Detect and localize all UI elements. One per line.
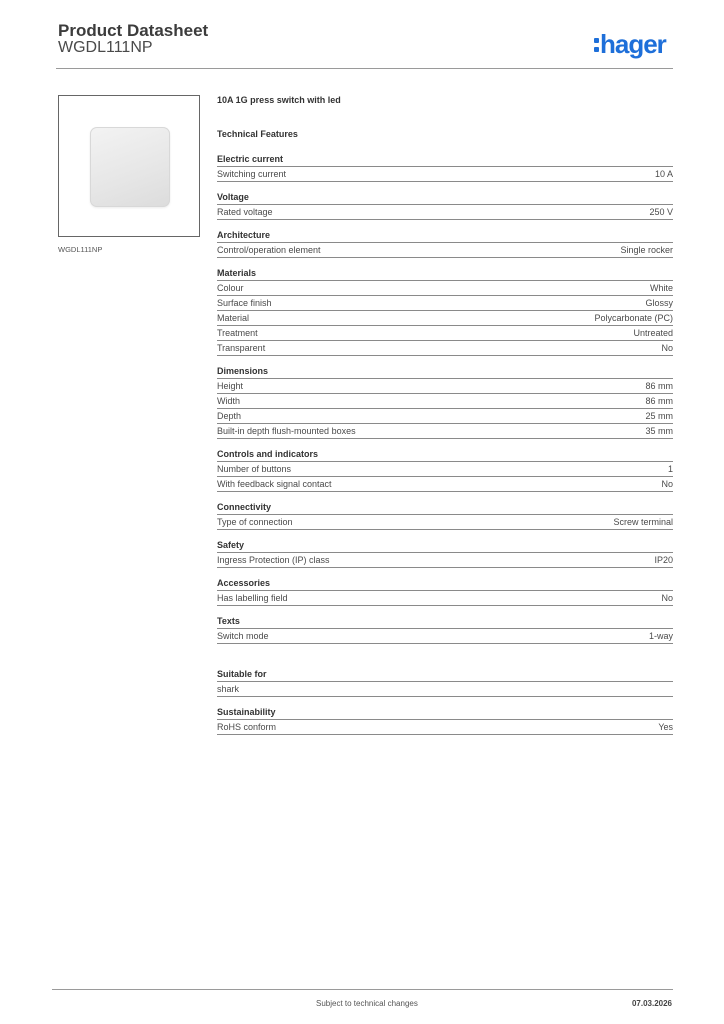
switch-plate-image: [90, 127, 170, 207]
product-code: WGDL111NP: [58, 39, 153, 56]
feature-value: 86 mm: [645, 381, 673, 391]
feature-label: Depth: [217, 411, 242, 421]
feature-label: Switch mode: [217, 631, 269, 641]
feature-label: Rated voltage: [217, 207, 273, 217]
product-name: 10A 1G press switch with led: [217, 95, 341, 105]
feature-row: [217, 394, 673, 409]
section-title: Sustainability: [217, 706, 673, 720]
section-title: Voltage: [217, 191, 673, 205]
feature-row: [217, 205, 673, 220]
feature-value: 86 mm: [645, 396, 673, 406]
feature-label: Colour: [217, 283, 244, 293]
feature-row: [217, 720, 673, 735]
feature-row: [217, 629, 673, 644]
feature-sections: [217, 153, 673, 735]
feature-value: 25 mm: [645, 411, 673, 421]
section-title: Suitable for: [217, 668, 673, 682]
logo-text: hager: [600, 29, 666, 59]
feature-value: White: [649, 283, 673, 293]
feature-value: Screw terminal: [613, 517, 673, 527]
feature-label: Has labelling field: [217, 593, 288, 603]
feature-label: Height: [217, 381, 244, 391]
feature-label: Number of buttons: [217, 464, 292, 474]
feature-value: IP20: [654, 555, 673, 565]
feature-label: Treatment: [217, 328, 258, 338]
feature-row: [217, 409, 673, 424]
hager-logo[interactable]: [594, 29, 666, 60]
feature-section: [217, 668, 673, 697]
feature-value: Glossy: [645, 298, 673, 308]
feature-row: [217, 281, 673, 296]
feature-section: [217, 706, 673, 735]
feature-value: 1-way: [648, 631, 673, 641]
datasheet-content: [217, 95, 673, 744]
product-image: [58, 95, 200, 237]
section-title: Architecture: [217, 229, 673, 243]
feature-label: Switching current: [217, 169, 287, 179]
feature-value: 35 mm: [645, 426, 673, 436]
section-title: Controls and indicators: [217, 448, 673, 462]
feature-label: Width: [217, 396, 241, 406]
section-title: Accessories: [217, 577, 673, 591]
feature-value: Single rocker: [620, 245, 673, 255]
feature-label: shark: [217, 684, 240, 694]
feature-row: [217, 515, 673, 530]
technical-features-title: Technical Features: [217, 129, 298, 139]
feature-label: Type of connection: [217, 517, 293, 527]
section-title: Safety: [217, 539, 673, 553]
section-title: Connectivity: [217, 501, 673, 515]
feature-value: No: [661, 593, 673, 603]
feature-row: [217, 462, 673, 477]
feature-label: Material: [217, 313, 250, 323]
feature-section: [217, 229, 673, 258]
section-title: Materials: [217, 267, 673, 281]
header-divider: [56, 68, 673, 69]
feature-label: Built-in depth flush-mounted boxes: [217, 426, 356, 436]
logo-dots-icon: [594, 36, 599, 53]
feature-label: Control/operation element: [217, 245, 321, 255]
feature-label: RoHS conform: [217, 722, 277, 732]
feature-row: [217, 326, 673, 341]
feature-row: [217, 477, 673, 492]
section-title: Dimensions: [217, 365, 673, 379]
footer-note: Subject to technical changes: [316, 999, 418, 1008]
feature-row: [217, 243, 673, 258]
feature-value: 1: [667, 464, 673, 474]
feature-section: [217, 365, 673, 439]
feature-row: [217, 424, 673, 439]
feature-label: Surface finish: [217, 298, 272, 308]
feature-row: [217, 682, 673, 697]
feature-section: [217, 577, 673, 606]
feature-value: No: [661, 479, 673, 489]
feature-value: Polycarbonate (PC): [594, 313, 673, 323]
footer-date: 07.03.2026: [631, 999, 672, 1008]
page-title: Product Datasheet: [58, 21, 209, 40]
section-title: Electric current: [217, 153, 673, 167]
feature-row: [217, 379, 673, 394]
feature-row: [217, 311, 673, 326]
feature-value: Yes: [658, 722, 673, 732]
feature-row: [217, 167, 673, 182]
feature-row: [217, 296, 673, 311]
feature-value: 10 A: [654, 169, 673, 179]
footer-divider: [52, 989, 673, 990]
feature-section: [217, 539, 673, 568]
feature-value: 250 V: [649, 207, 673, 217]
feature-label: With feedback signal contact: [217, 479, 332, 489]
feature-section: [217, 191, 673, 220]
feature-section: [217, 448, 673, 492]
section-title: Texts: [217, 615, 673, 629]
feature-section: [217, 615, 673, 644]
feature-value: Untreated: [633, 328, 673, 338]
feature-row: [217, 591, 673, 606]
feature-section: [217, 153, 673, 182]
feature-section: [217, 501, 673, 530]
feature-section: [217, 267, 673, 356]
feature-row: [217, 341, 673, 356]
feature-value: No: [661, 343, 673, 353]
feature-label: Ingress Protection (IP) class: [217, 555, 330, 565]
feature-label: Transparent: [217, 343, 266, 353]
image-caption: WGDL111NP: [58, 245, 103, 254]
feature-row: [217, 553, 673, 568]
